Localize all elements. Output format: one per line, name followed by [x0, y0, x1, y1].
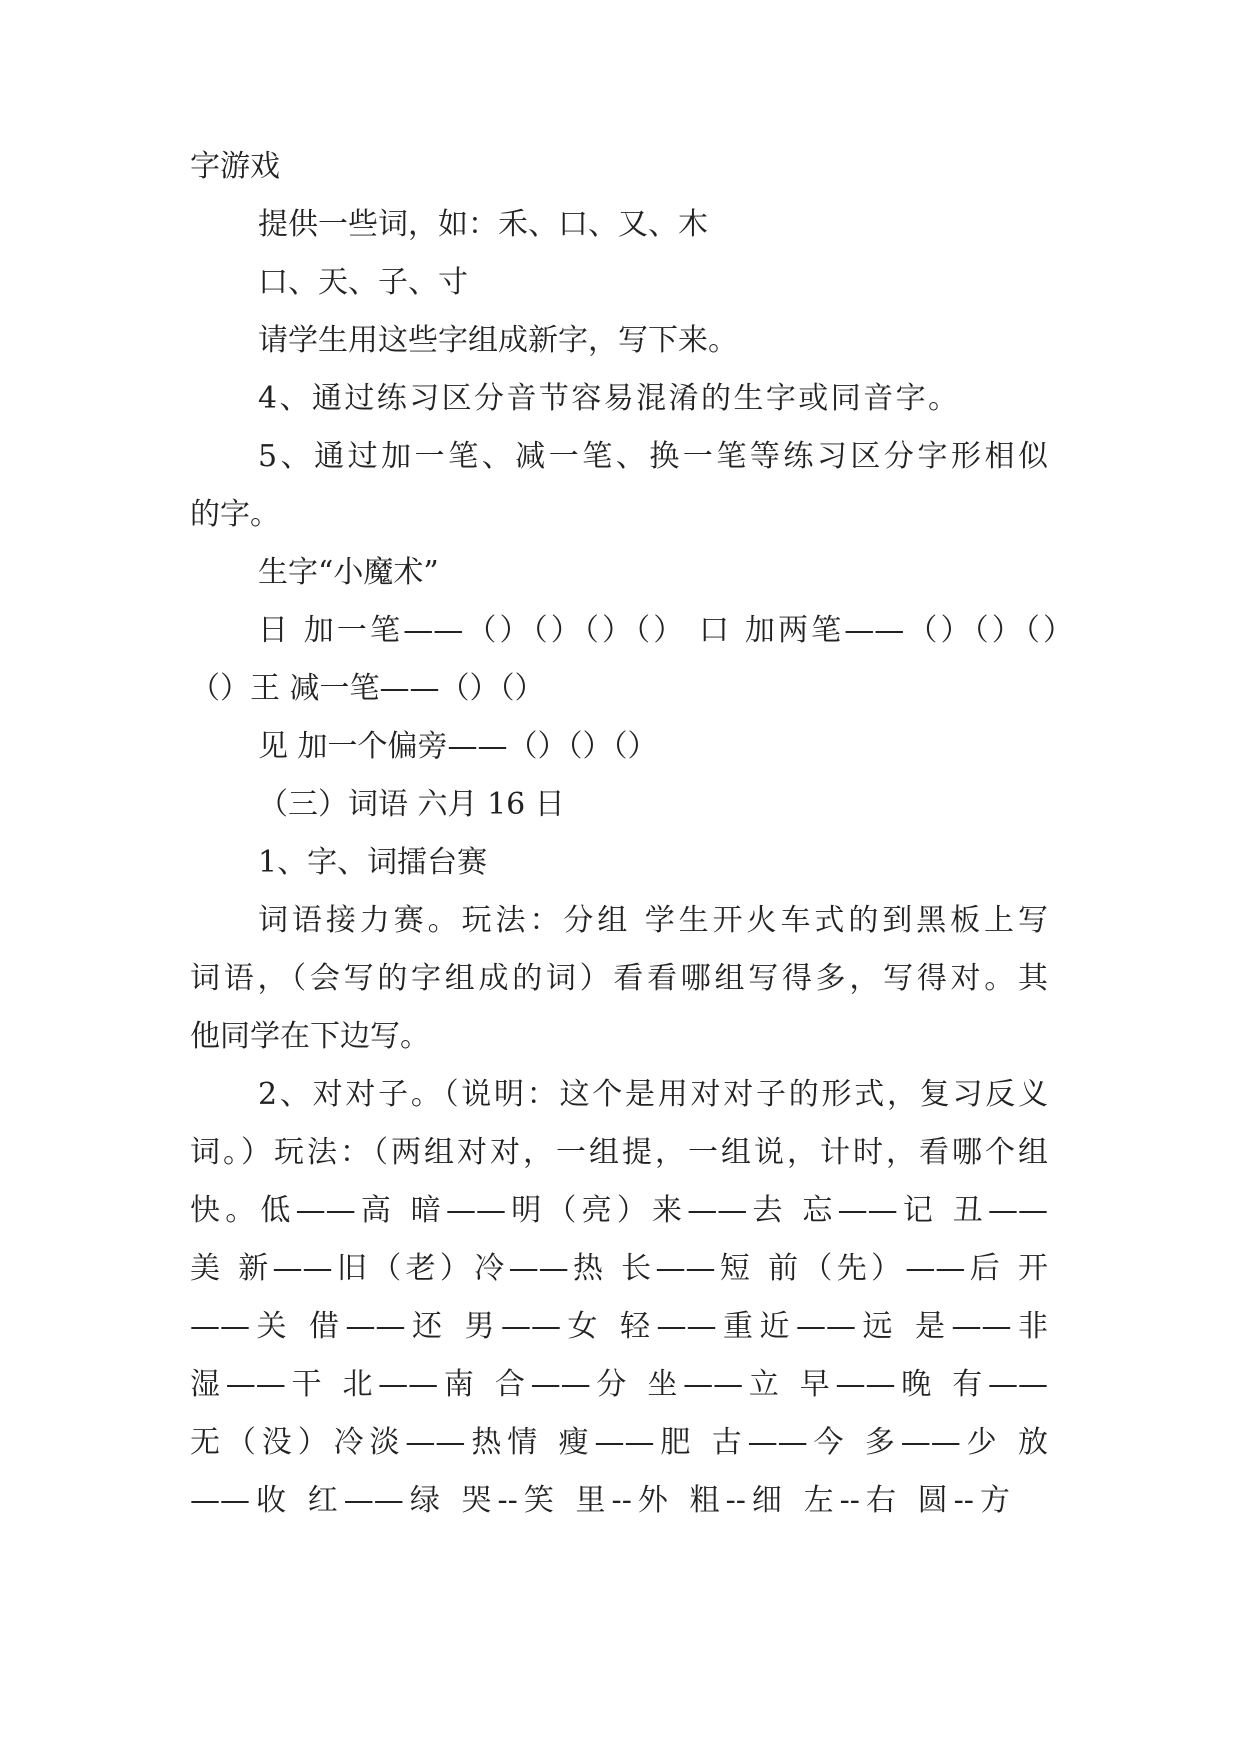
text-line: 的字。 — [190, 497, 280, 532]
text-line: 日 加一笔——（）（）（）（） 口 加两笔——（）（）（） — [258, 613, 1073, 648]
text-line: 美 新——旧（老）冷——热 长——短 前（先）——后 开 — [190, 1251, 1048, 1286]
text-line: 词。）玩法：（两组对对，一组提，一组说，计时，看哪个组 — [190, 1135, 1048, 1170]
text-line: 见 加一个偏旁——（）（）（） — [258, 729, 658, 764]
text-line: 2、对对子。（说明：这个是用对对子的形式，复习反义 — [258, 1077, 1048, 1112]
text-line: 4、通过练习区分音节容易混淆的生字或同音字。 — [258, 381, 958, 416]
text-line: 他同学在下边写。 — [190, 1019, 430, 1054]
text-line: 口、天、子、寸 — [258, 265, 468, 300]
section-heading: （三）词语 六月 16 日 — [258, 787, 565, 822]
text-line: 提供一些词，如：禾、口、又、木 — [258, 207, 708, 242]
text-line: 请学生用这些字组成新字，写下来。 — [258, 323, 738, 358]
text-line: 快。低——高 暗——明（亮）来——去 忘——记 丑—— — [190, 1193, 1048, 1228]
text-line: 字游戏 — [190, 149, 280, 184]
text-line: 1、字、词擂台赛 — [258, 845, 488, 880]
text-line: ——收 红——绿 哭--笑 里--外 粗--细 左--右 圆--方 — [190, 1483, 1010, 1518]
text-line: 词语接力赛。玩法：分组 学生开火车式的到黑板上写 — [258, 903, 1048, 938]
text-line: （）王 减一笔——（）（） — [190, 671, 545, 706]
text-line: 词语，（会写的字组成的词）看看哪组写得多，写得对。其 — [190, 961, 1048, 996]
text-line: 生字“小魔术” — [258, 555, 439, 590]
text-line: 无（没）冷淡——热情 瘦——肥 古——今 多——少 放 — [190, 1425, 1048, 1460]
text-line: 5、通过加一笔、减一笔、换一笔等练习区分字形相似 — [258, 439, 1048, 474]
text-line: 湿——干 北——南 合——分 坐——立 早——晚 有—— — [190, 1367, 1048, 1402]
text-line: ——关 借——还 男——女 轻——重近——远 是——非 — [190, 1309, 1048, 1344]
